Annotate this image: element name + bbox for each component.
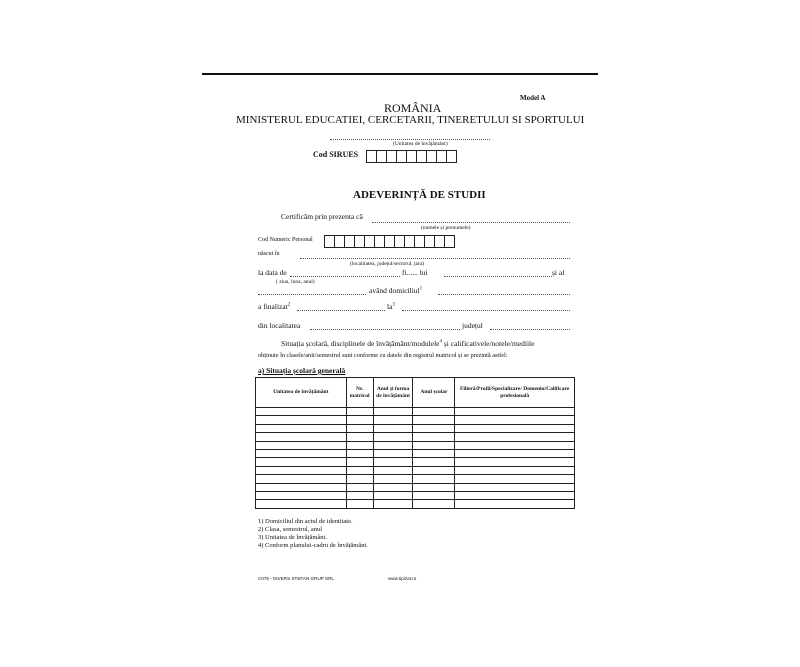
table-cell[interactable] [413, 416, 455, 424]
table-cell[interactable] [413, 475, 455, 483]
cnp-cells[interactable] [324, 235, 454, 248]
table-cell[interactable] [413, 483, 455, 491]
at-text [387, 302, 395, 311]
table-cell[interactable] [413, 500, 455, 508]
domicile-text [369, 286, 422, 295]
paragraph-line-1 [281, 339, 534, 348]
table-cell[interactable] [346, 466, 373, 474]
footnote-ref-2: 2 [287, 302, 291, 308]
cod-siruta-label: Cod SIRUES [313, 150, 359, 159]
table-cell[interactable] [455, 433, 575, 441]
and-of-text: și al [552, 268, 565, 277]
table-cell[interactable] [256, 449, 347, 457]
table-cell[interactable] [346, 500, 373, 508]
birthplace-caption: (localitatea, județul/sectorul, țara) [350, 261, 425, 267]
table-cell[interactable] [373, 416, 413, 424]
col-school-year: Anul școlar [413, 378, 455, 408]
table-row [256, 449, 575, 457]
table-row [256, 500, 575, 508]
table-row [256, 491, 575, 499]
table-cell[interactable] [413, 424, 455, 432]
table-row [256, 475, 575, 483]
county-field[interactable] [490, 329, 570, 330]
table-cell[interactable] [455, 466, 575, 474]
table-cell[interactable] [256, 433, 347, 441]
table-cell[interactable] [373, 441, 413, 449]
finalized-text [258, 302, 290, 311]
footnote-ref-1: 1 [419, 286, 423, 292]
paragraph-text-b: și calificativele/notele/mediile [443, 339, 535, 348]
table-row [256, 433, 575, 441]
table-cell[interactable] [346, 458, 373, 466]
document-title: ADEVERINȚĂ DE STUDII [353, 189, 486, 201]
school-field[interactable] [402, 310, 570, 311]
child-of-text: fi...... lui [402, 268, 428, 277]
table-cell[interactable] [373, 433, 413, 441]
table-row [256, 483, 575, 491]
table-cell[interactable] [373, 475, 413, 483]
table-cell[interactable] [346, 424, 373, 432]
table-header-row [256, 378, 575, 408]
locality-field[interactable] [310, 329, 460, 330]
table-cell[interactable] [455, 500, 575, 508]
table-cell[interactable] [373, 483, 413, 491]
table-cell[interactable] [455, 449, 575, 457]
table-cell[interactable] [346, 483, 373, 491]
table-cell[interactable] [346, 491, 373, 499]
father-field[interactable] [444, 276, 552, 277]
table-cell[interactable] [346, 441, 373, 449]
col-year-form: Anul și forma de învățământ [373, 378, 413, 408]
footnote-2: 2) Clasa, semestrul, anul [258, 526, 323, 533]
table-cell[interactable] [373, 408, 413, 416]
locality-label: din localitatea [258, 321, 301, 330]
table-cell[interactable] [373, 458, 413, 466]
table-row [256, 466, 575, 474]
name-field[interactable] [372, 222, 570, 223]
table-cell[interactable] [455, 483, 575, 491]
table-cell[interactable] [346, 475, 373, 483]
country-title: ROMÂNIA [384, 101, 442, 115]
born-text: născut în [258, 251, 280, 257]
date-field[interactable] [290, 276, 400, 277]
mother-field[interactable] [258, 294, 366, 295]
footnote-1: 1) Domiciliul din actul de identitate. [258, 518, 353, 525]
table-cell[interactable] [373, 500, 413, 508]
table-cell[interactable] [373, 491, 413, 499]
table-cell[interactable] [346, 449, 373, 457]
table-cell[interactable] [373, 449, 413, 457]
table-cell[interactable] [455, 408, 575, 416]
table-cell[interactable] [455, 458, 575, 466]
unit-line [330, 139, 490, 140]
school-situation-table [255, 377, 575, 509]
table-cell[interactable] [256, 475, 347, 483]
col-unit: Unitatea de învățământ [256, 378, 347, 408]
at-label: la [387, 302, 393, 311]
birthplace-field[interactable] [300, 258, 570, 259]
footnote-3: 3) Unitatea de învățământ. [258, 534, 327, 541]
domicile-field[interactable] [438, 294, 570, 295]
section-a-heading: a) Situația școlară generală [258, 366, 346, 375]
table-cell[interactable] [256, 491, 347, 499]
col-specialization: Filieră/Profil/Specializare/ Domeniu/Calificare profesională [455, 378, 575, 408]
table-cell[interactable] [256, 424, 347, 432]
unit-caption: (Unitatea de învățământ) [393, 141, 448, 147]
table-cell[interactable] [413, 433, 455, 441]
domicile-label: având domiciliul [369, 286, 420, 295]
table-cell[interactable] [413, 491, 455, 499]
table-cell[interactable] [256, 416, 347, 424]
table-cell[interactable] [256, 441, 347, 449]
class-field[interactable] [297, 310, 385, 311]
table-cell[interactable] [413, 458, 455, 466]
table-cell[interactable] [455, 416, 575, 424]
siruta-cells[interactable] [366, 150, 456, 163]
table-row [256, 458, 575, 466]
table-cell[interactable] [373, 466, 413, 474]
county-label: județul [462, 321, 483, 330]
footnote-ref-4: 4 [439, 339, 442, 345]
table-cell[interactable] [455, 441, 575, 449]
table-cell[interactable] [413, 441, 455, 449]
table-cell[interactable] [256, 483, 347, 491]
paragraph-line-2: obținute în clasele/anii/semestrul sunt conforme cu datele din registrul matricol și se prezintă astfel: [258, 352, 508, 359]
table-cell[interactable] [413, 449, 455, 457]
publisher-text: C076 - DIVERS STEFAN GRUP SRL [258, 576, 334, 581]
footnote-ref-3: 3 [392, 302, 395, 308]
table-cell[interactable] [413, 408, 455, 416]
col-matricol: Nr. matricol [346, 378, 373, 408]
table-cell[interactable] [346, 408, 373, 416]
table-cell[interactable] [256, 466, 347, 474]
table-cell[interactable] [346, 433, 373, 441]
model-label: Model A [520, 94, 546, 102]
table-row [256, 441, 575, 449]
cnp-label: Cod Numeric Personal [258, 237, 313, 243]
table-cell[interactable] [455, 475, 575, 483]
table-cell[interactable] [373, 424, 413, 432]
finalized-label: a finalizat [258, 302, 288, 311]
table-cell[interactable] [346, 416, 373, 424]
table-row [256, 408, 575, 416]
certify-text: Certificăm prin prezenta că [281, 212, 363, 221]
name-caption: (numele și prenumele) [421, 225, 471, 231]
top-rule [202, 73, 598, 75]
table-cell[interactable] [455, 491, 575, 499]
table-cell[interactable] [256, 458, 347, 466]
table-row [256, 416, 575, 424]
table-cell[interactable] [413, 466, 455, 474]
table-cell[interactable] [455, 424, 575, 432]
footnote-4: 4) Conform planului-cadru de învățământ. [258, 542, 368, 549]
date-caption: ( ziua, luna, anul) [276, 279, 315, 285]
table-cell[interactable] [256, 500, 347, 508]
paragraph-text-a: Situația școlară, disciplinele de învățământ/modulele [281, 339, 440, 348]
table-cell[interactable] [256, 408, 347, 416]
table-row [256, 424, 575, 432]
date-label: la data de [258, 268, 287, 277]
website-text: www.tipizat.ro [388, 576, 417, 581]
ministry-title: MINISTERUL EDUCATIEI, CERCETARII, TINERETULUI SI SPORTULUI [236, 114, 585, 126]
